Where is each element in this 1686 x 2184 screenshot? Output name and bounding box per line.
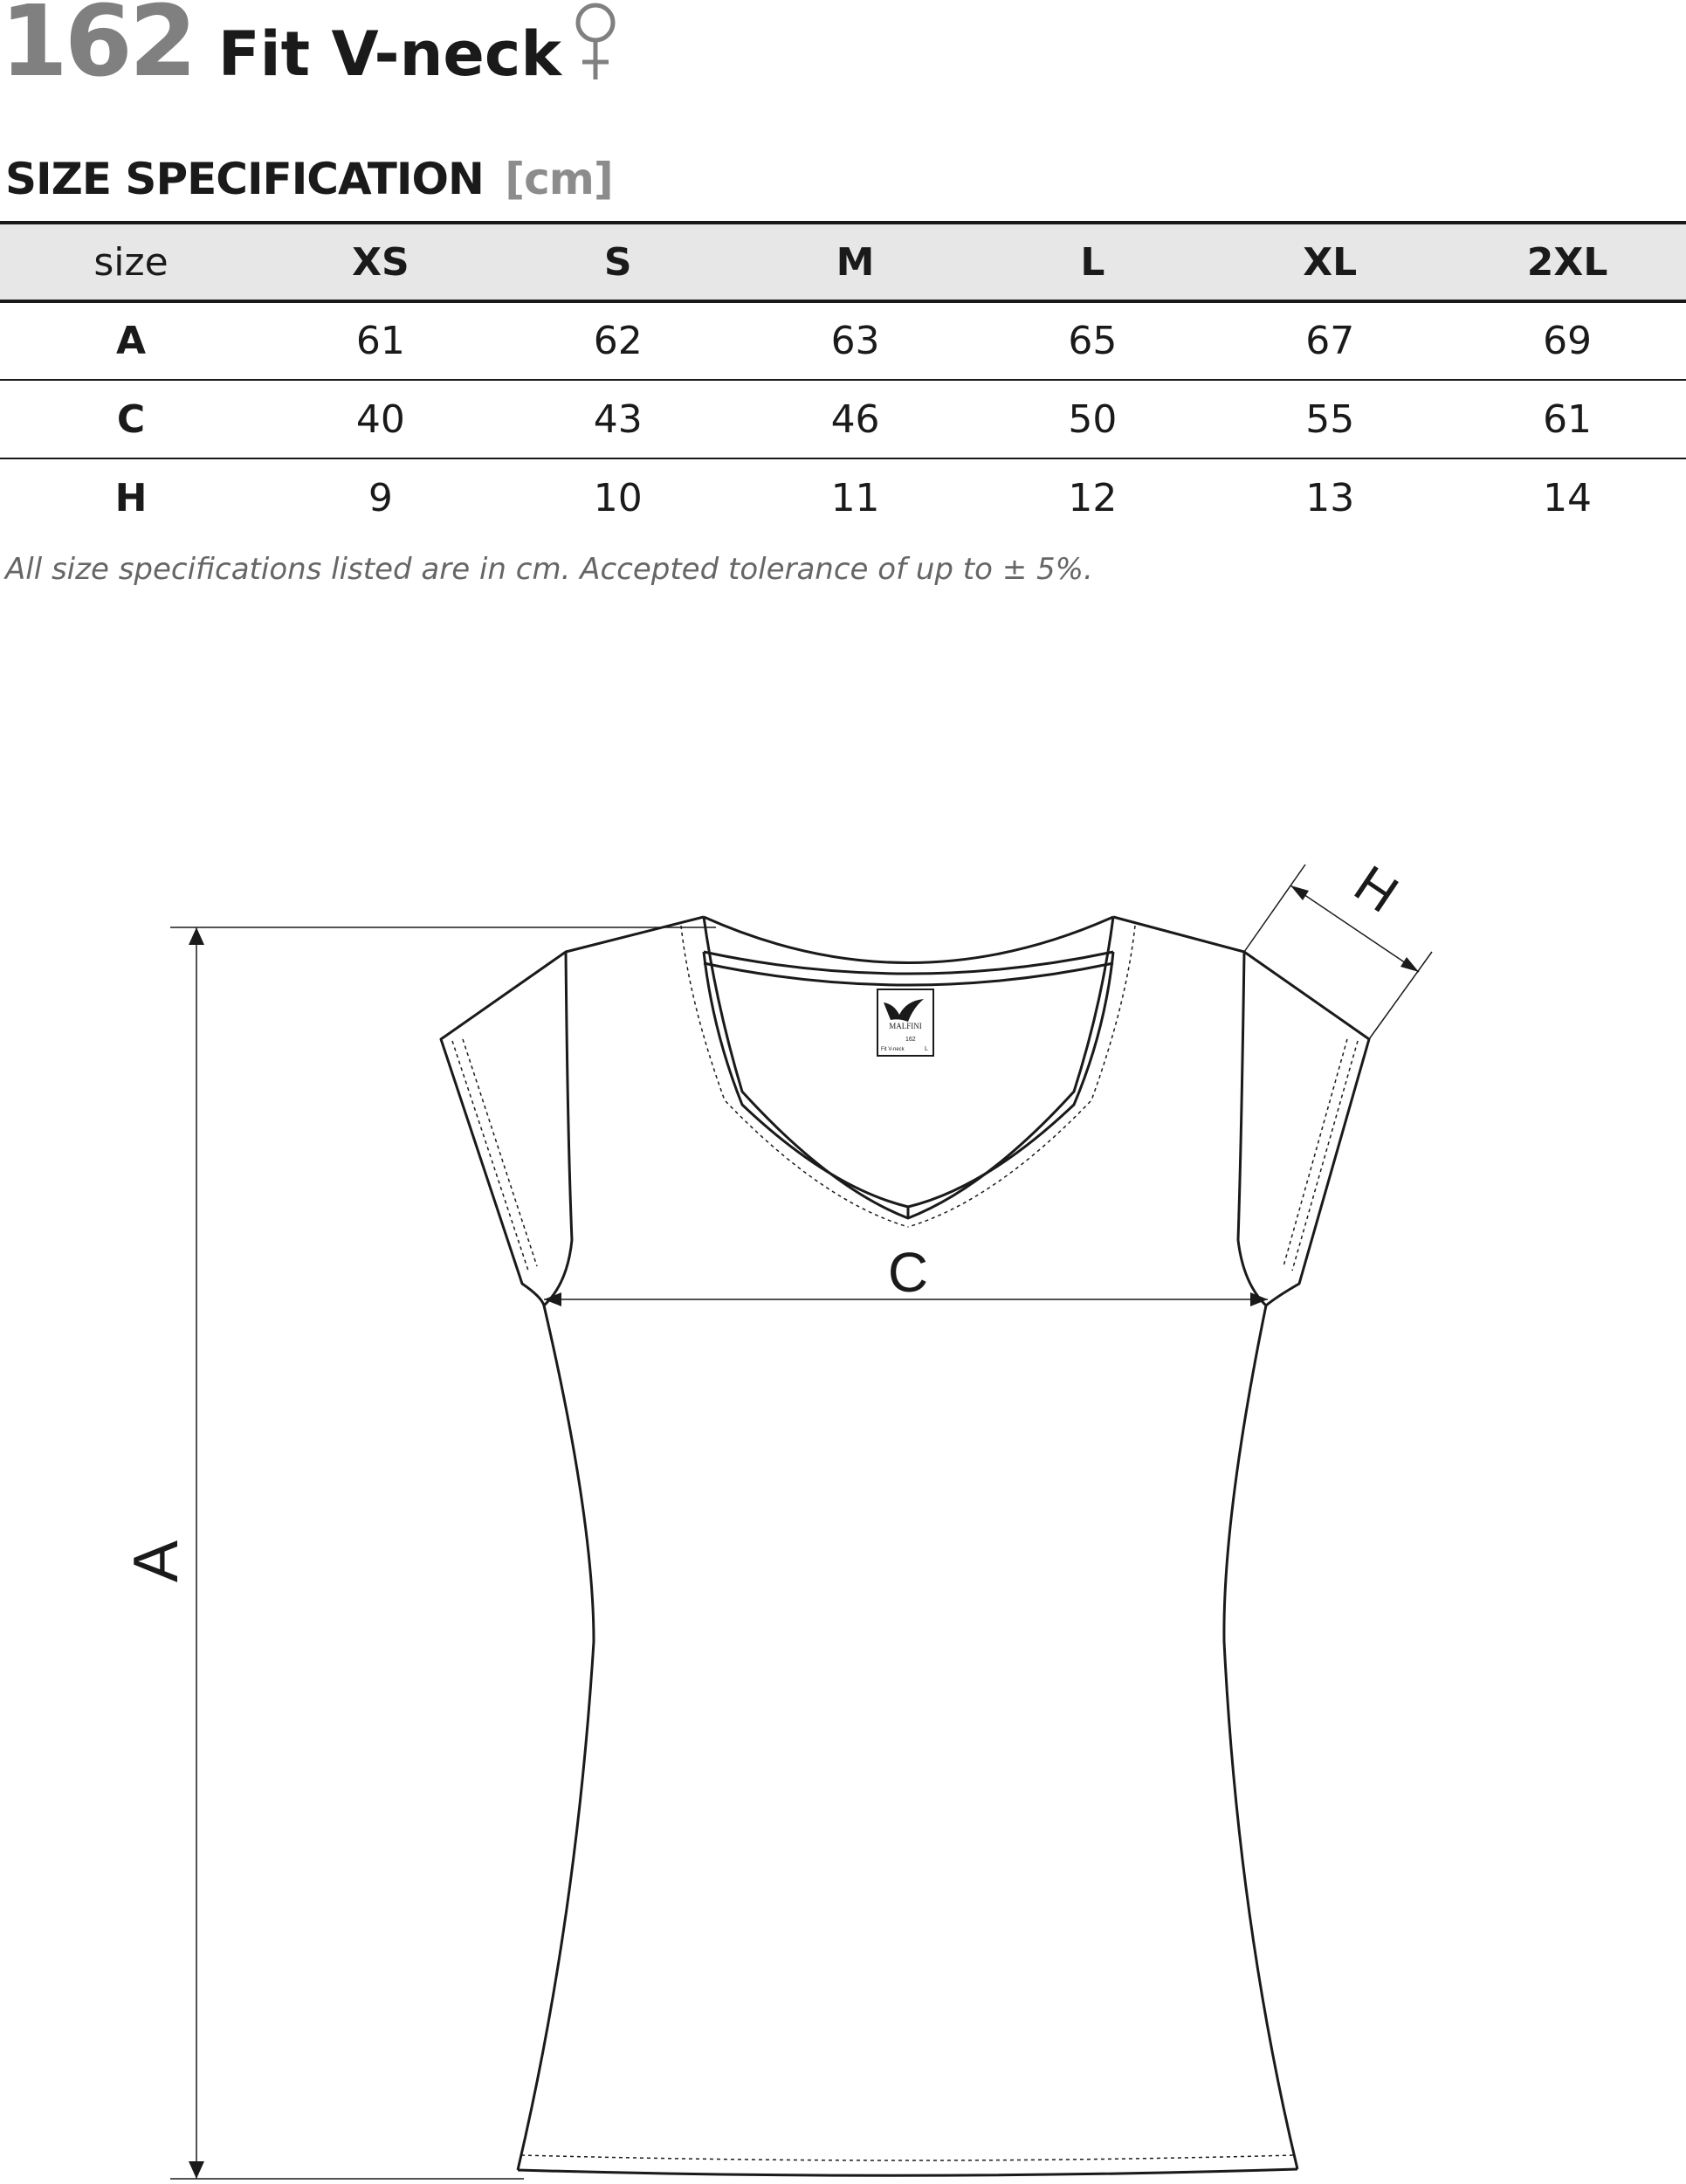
label-name: Fit V-neck	[881, 1047, 905, 1052]
row-label: A	[115, 319, 147, 363]
table-cell: 69	[1543, 319, 1593, 363]
product-name: Fit V-neck	[217, 18, 561, 90]
table-cell: 61	[355, 319, 405, 363]
row-label: C	[116, 396, 146, 442]
arrow-a-top	[189, 927, 204, 945]
size-spec-unit: [cm]	[505, 154, 613, 204]
measure-a	[170, 927, 716, 2179]
arrow-a-bottom	[189, 2161, 204, 2179]
table-cell: 46	[830, 396, 880, 442]
row-label: H	[114, 476, 148, 520]
size-spec-heading	[5, 154, 613, 204]
table-cell: 65	[1068, 319, 1118, 363]
table-cell: 63	[830, 319, 880, 363]
size-header-l: L	[1080, 239, 1105, 285]
label-brand: MALFINI	[889, 1022, 922, 1030]
table-cell: 12	[1068, 476, 1118, 520]
table-cell: 13	[1305, 476, 1355, 520]
size-header-xs: XS	[352, 239, 409, 285]
size-header-s: S	[603, 239, 632, 285]
label-code: 162	[905, 1037, 916, 1043]
table-cell: 40	[355, 396, 405, 442]
tolerance-note: All size specifications listed are in cm. Accepted tolerance of up to ± 5%.	[5, 552, 1093, 587]
table-cell: 14	[1543, 476, 1593, 520]
neck-label	[877, 989, 933, 1056]
size-header-row	[0, 223, 1686, 301]
label-c: C	[887, 1241, 929, 1304]
measure-h	[1244, 865, 1432, 1039]
arrow-h-start	[1290, 885, 1309, 900]
size-header-m: M	[836, 239, 875, 285]
size-header-xl: XL	[1303, 239, 1358, 285]
label-h: H	[1344, 854, 1409, 924]
size-header-2xl: 2XL	[1526, 239, 1608, 285]
table-cell: 61	[1543, 396, 1593, 442]
arrow-h-end	[1400, 957, 1419, 972]
table-cell: 50	[1068, 396, 1118, 442]
table-cell: 62	[593, 319, 643, 363]
table-row-h	[0, 458, 1686, 537]
table-cell: 10	[593, 476, 643, 520]
table-cell: 67	[1305, 319, 1355, 363]
size-table	[0, 221, 1686, 537]
table-cell: 55	[1305, 396, 1355, 442]
size-column-label: size	[93, 239, 169, 285]
table-cell: 11	[830, 476, 880, 520]
table-row-a	[0, 301, 1686, 380]
table-cell: 43	[593, 396, 643, 442]
garment-diagram	[0, 830, 1686, 2184]
label-size: L	[925, 1046, 928, 1052]
tshirt-outline	[441, 917, 1369, 2175]
table-cell: 9	[368, 476, 393, 520]
label-a: A	[121, 1540, 191, 1582]
product-number: 162	[0, 0, 194, 99]
table-row-c	[0, 380, 1686, 458]
size-spec-title: SIZE SPECIFICATION	[5, 154, 484, 204]
female-symbol-icon	[574, 1, 617, 81]
product-title	[0, 0, 617, 99]
